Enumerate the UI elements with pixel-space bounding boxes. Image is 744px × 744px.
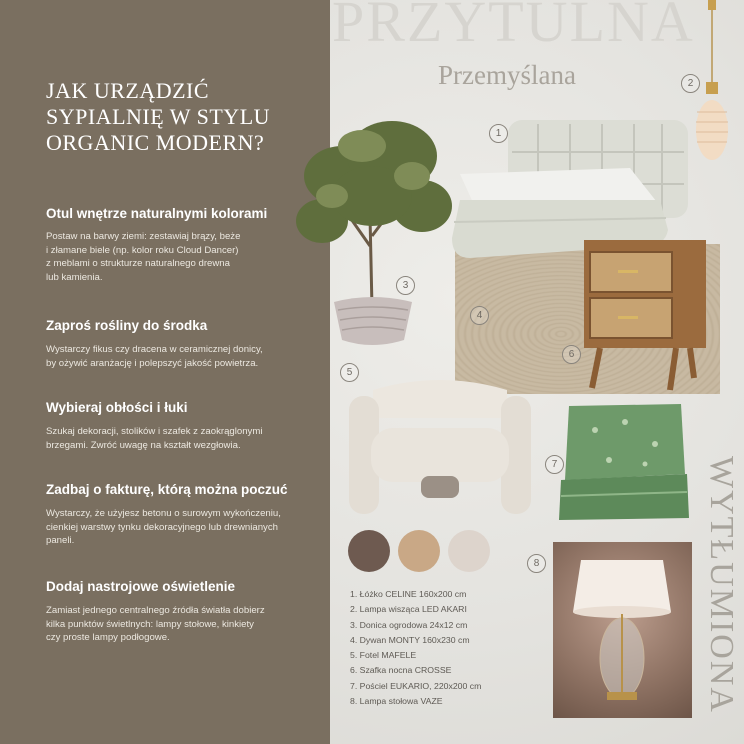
text-line: Zamiast jednego centralnego źródła światła dobierz <box>46 605 265 616</box>
marker-1: 1 <box>489 124 508 143</box>
legend-item: 8. Lampa stołowa VAZE <box>350 696 443 707</box>
section-4-text <box>46 507 326 548</box>
legend-item: 2. Lampa wisząca LED AKARI <box>350 604 467 615</box>
marker-8: 8 <box>527 554 546 573</box>
text-line: paneli. <box>46 535 75 547</box>
section-3-heading: Wybieraj obłości i łuki <box>46 400 188 415</box>
color-swatch-1 <box>348 530 390 572</box>
section-4-heading: Zadbaj o fakturę, którą można poczuć <box>46 482 288 497</box>
table-lamp-photo <box>553 542 692 718</box>
color-swatch-3 <box>448 530 490 572</box>
section-5-text <box>46 604 326 645</box>
text-line: Postaw na barwy ziemi: zestawiaj brązy, beże <box>46 231 241 242</box>
decor-word-sub: Przemyślana <box>438 60 576 90</box>
decor-word-vertical-wrap <box>700 456 740 732</box>
decor-word-top: PRZYTULNA <box>332 0 695 54</box>
text-line: brzegami. Zwróć uwagę na kształt wezgłowia. <box>46 439 241 451</box>
marker-6: 6 <box>562 345 581 364</box>
armchair-image <box>345 370 535 520</box>
text-line: Wystarczy fikus czy dracena w ceramicznej donicy, <box>46 344 263 355</box>
legend-item: 7. Pościel EUKARIO, 220x200 cm <box>350 680 482 691</box>
text-line: cienkiej warstwy tynku dekoracyjnego lub drewnianych <box>46 521 278 533</box>
legend-item: 3. Donica ogrodowa 24x12 cm <box>350 619 468 630</box>
nightstand-image <box>580 236 710 394</box>
text-line: Wystarczy, że użyjesz betonu o surowym wykończeniu, <box>46 508 281 519</box>
plant-image <box>272 96 472 352</box>
text-line: Szukaj dekoracji, stolików i szafek z zaokrąglonymi <box>46 426 263 437</box>
marker-7: 7 <box>545 455 564 474</box>
marker-4: 4 <box>470 306 489 325</box>
section-2-heading: Zaproś rośliny do środka <box>46 318 208 333</box>
section-1-heading: Otul wnętrze naturalnymi kolorami <box>46 206 268 221</box>
marker-3: 3 <box>396 276 415 295</box>
text-line: i złamane biele (np. kolor roku Cloud Dancer) <box>46 244 239 256</box>
marker-5: 5 <box>340 363 359 382</box>
product-legend <box>350 587 481 709</box>
text-line: kilka punktów świetlnych: lampy stołowe, kinkiety <box>46 618 254 630</box>
color-swatch-2 <box>398 530 440 572</box>
decor-word-vertical: WYTŁUMIONA <box>703 456 740 714</box>
marker-2: 2 <box>681 74 700 93</box>
text-line: z meblami o strukturze naturalnego drewna <box>46 258 230 270</box>
section-3-text <box>46 425 326 452</box>
legend-item: 6. Szafka nocna CROSSE <box>350 665 452 676</box>
section-5-heading: Dodaj nastrojowe oświetlenie <box>46 579 236 594</box>
bedding-image <box>555 400 691 524</box>
legend-item: 5. Fotel MAFELE <box>350 650 417 661</box>
legend-item: 1. Łóżko CELINE 160x200 cm <box>350 589 467 599</box>
legend-item: 4. Dywan MONTY 160x230 cm <box>350 634 470 645</box>
title-line-2: SYPIALNIĘ W STYLU <box>46 104 271 129</box>
title-line-1: JAK URZĄDZIĆ <box>46 78 210 103</box>
table-lamp-image <box>553 542 692 718</box>
text-line: czy proste lampy podłogowe. <box>46 632 170 644</box>
text-line: by ożywić aranżację i polepszyć jakość powietrza. <box>46 357 259 369</box>
text-line: lub kamienia. <box>46 271 103 283</box>
title-line-3: ORGANIC MODERN? <box>46 130 265 155</box>
